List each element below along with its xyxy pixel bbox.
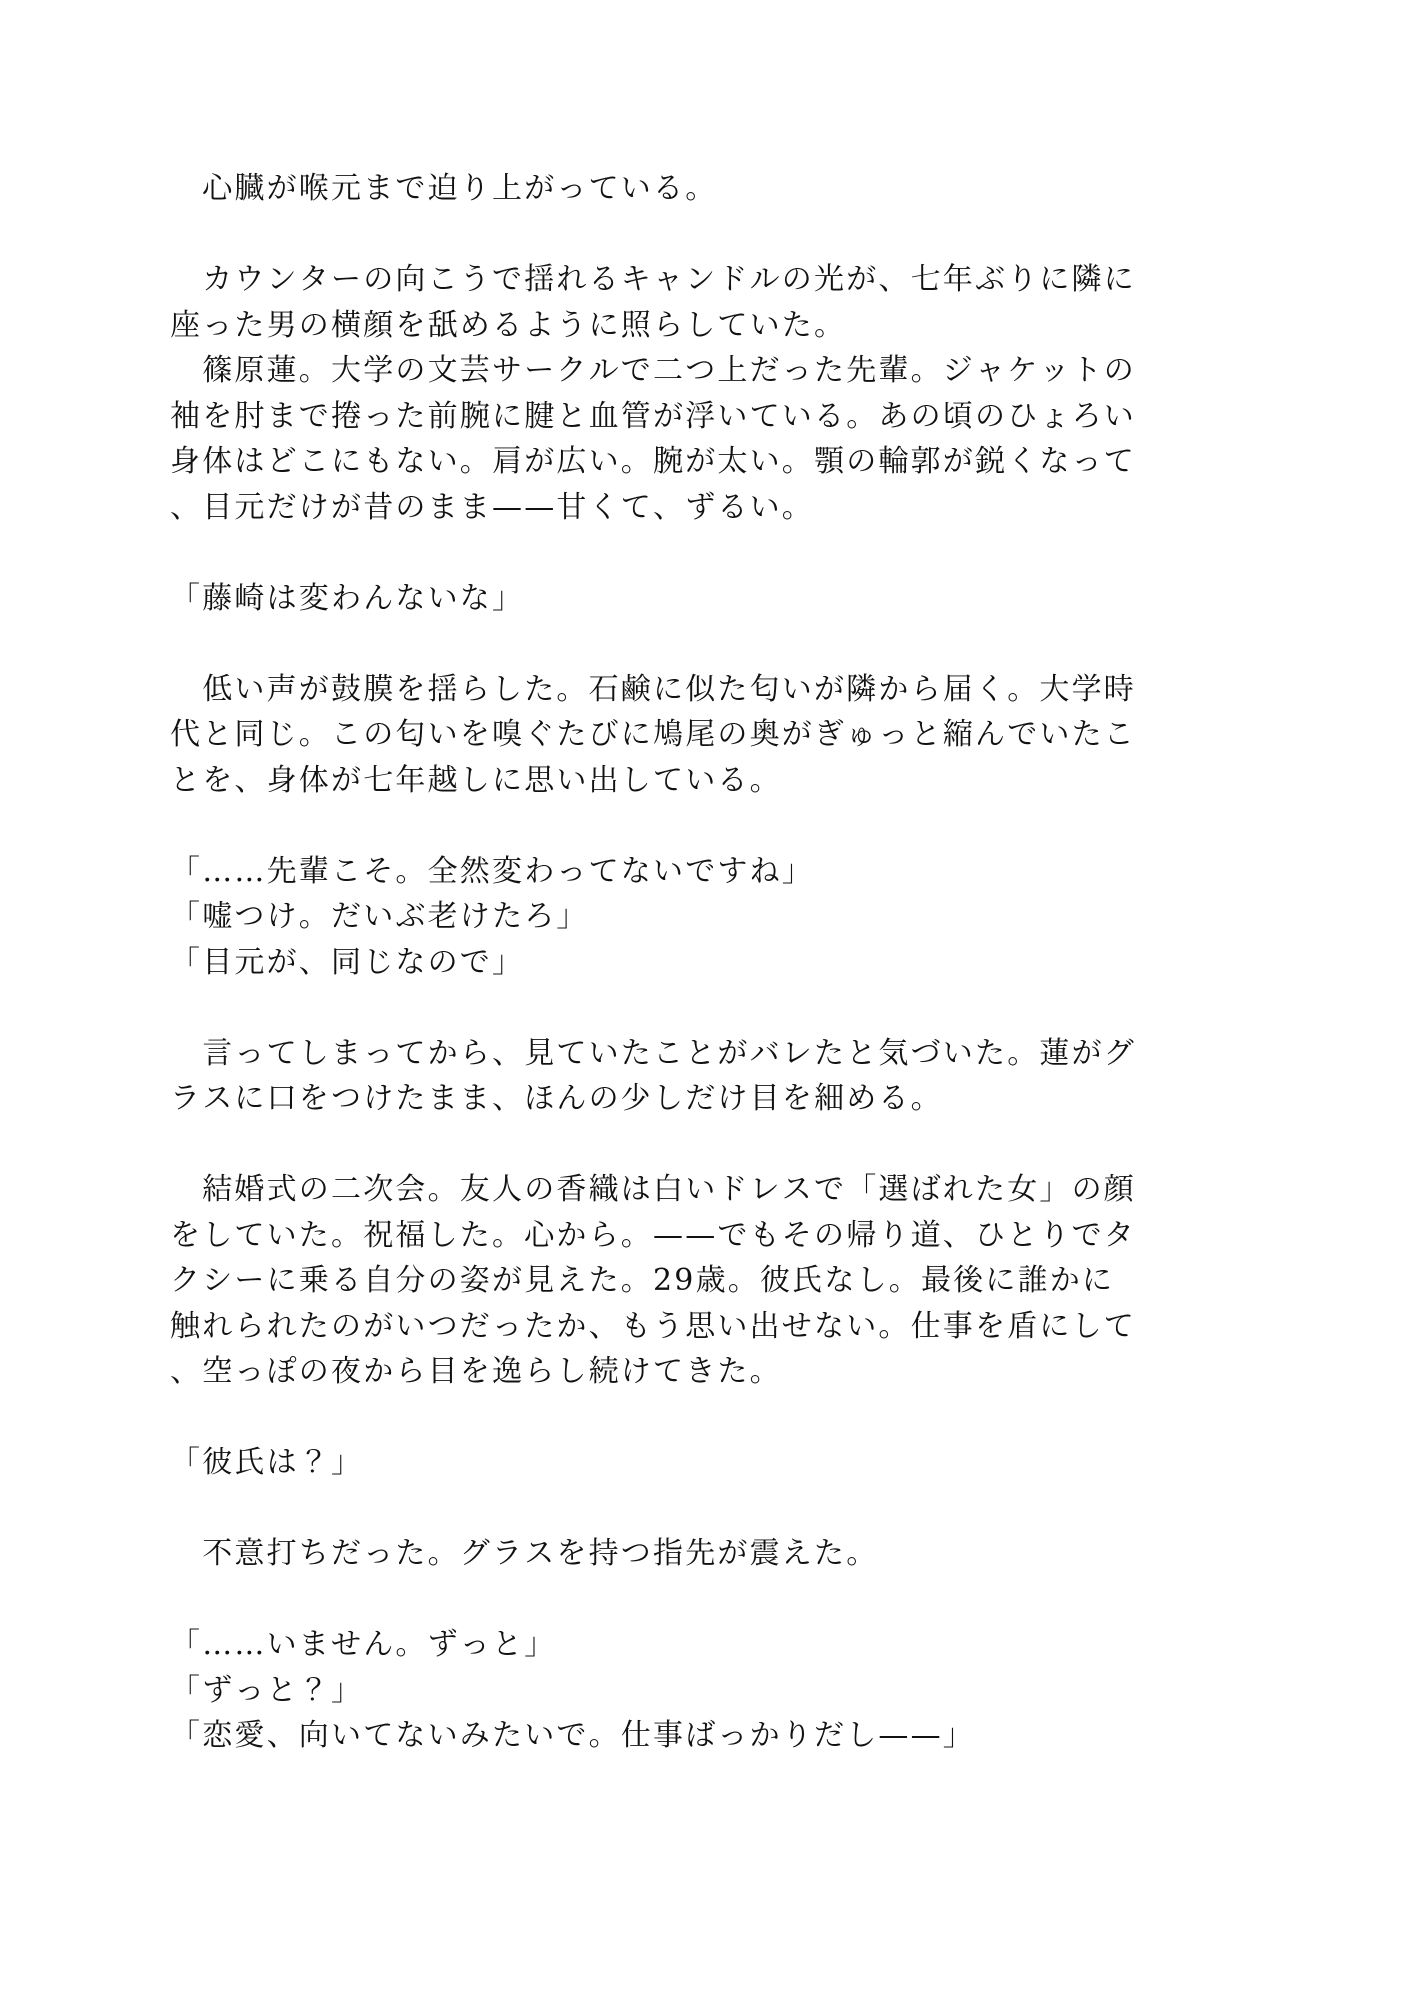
text-line: [170, 803, 1140, 849]
text-line: 心臓が喉元まで迫り上がっている。: [170, 171, 718, 206]
text-column: [170, 166, 1140, 1759]
text-line: 「……先輩こそ。全然変わってないですね」: [170, 853, 814, 889]
text-line: 「目元が、同じなので」: [170, 944, 525, 980]
text-line: [170, 621, 1140, 667]
text-line: [170, 530, 1140, 576]
text-line: 篠原蓮。大学の文芸サークルで二つ上だった先輩。ジャケットの: [170, 353, 1136, 388]
text-line: 「……いません。ずっと」: [170, 1627, 557, 1662]
text-line: [170, 212, 1140, 258]
text-line: [170, 1577, 1140, 1623]
text-line: とを、身体が七年越しに思い出している。: [170, 762, 782, 798]
text-line: 「ずっと？」: [170, 1672, 364, 1708]
text-line: 低い声が鼓膜を揺らした。石鹸に似た匂いが隣から届く。大学時: [170, 671, 1136, 707]
text-line: [170, 1486, 1140, 1532]
text-line: [170, 1122, 1140, 1168]
text-line: 不意打ちだった。グラスを持つ指先が震えた。: [170, 1536, 879, 1571]
text-line: 結婚式の二次会。友人の香織は白いドレスで「選ばれた女」の顔: [170, 1172, 1136, 1207]
text-line: 「彼氏は？」: [170, 1445, 364, 1480]
text-line: ラスに口をつけたまま、ほんの少しだけ目を細める。: [170, 1081, 943, 1116]
text-line: 「藤崎は変わんないな」: [170, 580, 525, 616]
text-line: 「恋愛、向いてないみたいで。仕事ばっかりだし——」: [170, 1718, 975, 1753]
text-line: 身体はどこにもない。肩が広い。腕が太い。顎の輪郭が鋭くなって: [170, 444, 1136, 479]
text-line: をしていた。祝福した。心から。——でもその帰り道、ひとりでタ: [170, 1217, 1136, 1253]
text-line: カウンターの向こうで揺れるキャンドルの光が、七年ぶりに隣に: [170, 262, 1136, 297]
text-line: 袖を肘まで捲った前腕に腱と血管が浮いている。あの頃のひょろい: [170, 398, 1136, 434]
text-line: 、目元だけが昔のまま——甘くて、ずるい。: [170, 489, 814, 525]
text-line: 触れられたのがいつだったか、もう思い出せない。仕事を盾にして: [170, 1308, 1136, 1344]
text-line: 「嘘つけ。だいぶ老けたろ」: [170, 899, 589, 934]
text-line: 座った男の横顔を舐めるように照らしていた。: [170, 307, 847, 343]
text-line: [170, 985, 1140, 1031]
text-line: 、空っぽの夜から目を逸らし続けてきた。: [170, 1354, 782, 1389]
text-line: [170, 1395, 1140, 1441]
text-line: 代と同じ。この匂いを嗅ぐたびに鳩尾の奥がぎゅっと縮んでいたこ: [170, 717, 1136, 752]
text-line: クシーに乗る自分の姿が見えた。29歳。彼氏なし。最後に誰かに: [170, 1263, 1115, 1298]
text-line: 言ってしまってから、見ていたことがバレたと気づいた。蓮がグ: [170, 1035, 1136, 1071]
